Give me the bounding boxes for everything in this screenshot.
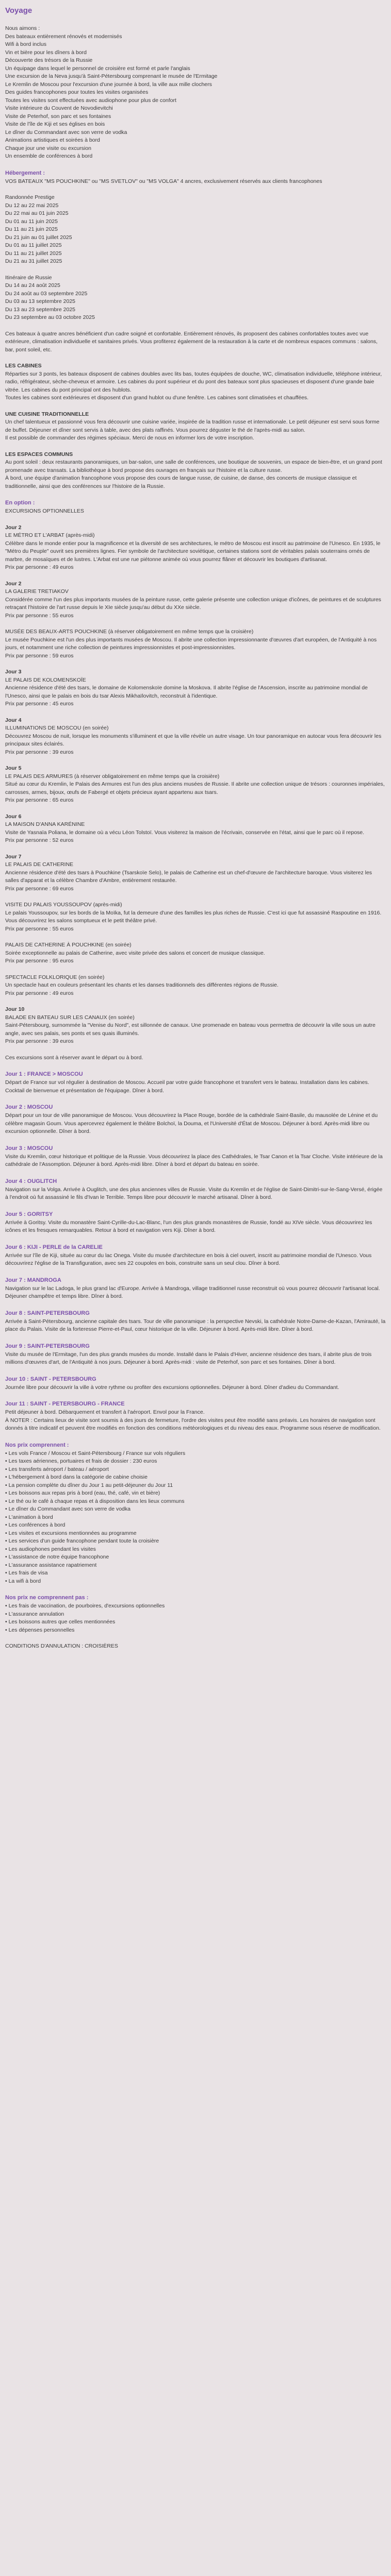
section-heading: Jour 4 : OUGLITCH: [5, 1178, 57, 1184]
paragraph: Situé au cœur du Kremlin, le Palais des Armures est l'un des plus anciens musées de Russie. Il abrite une collection unique de trésors : couronnes impériales, carrosses, armes, bijoux, œufs de Fabergé et objets précieux ayant appartenu aux tsars.: [5, 781, 385, 795]
subheading: UNE CUISINE TRADITIONNELLE: [5, 411, 89, 417]
paragraph: Journée libre pour découvrir la ville à votre rythme ou profiter des excursions optionnelles. Déjeuner à bord. Dîner d'adieu du Commandant.: [5, 1384, 339, 1391]
list-item: • L'assurance annulation: [5, 1611, 386, 1619]
paragraph: Ancienne résidence d'été des tsars, le domaine de Kolomenskoïe domine la Moskova. Il abrite l'église de l'Ascension, inscrite au patrimoine mondial de l'Unesco, ainsi que le palais en bois du tsar Alexis Mikhaïlovitch, reconstruit à l'identique.: [5, 685, 368, 699]
subheading: Jour 10: [5, 1006, 25, 1012]
spacer: [5, 893, 386, 901]
paragraph: Animations artistiques et soirées à bord: [5, 137, 100, 143]
list-item: • L'assurance assistance rapatriement: [5, 1562, 386, 1570]
list-item: • Les boissons aux repas pris à bord (eau, thé, café, vin et bière): [5, 1489, 386, 1498]
spacer: [5, 1169, 386, 1177]
spacer: [5, 1062, 386, 1070]
paragraph: Navigation sur le lac Ladoga, le plus grand lac d'Europe. Arrivée à Mandroga, village traditionnel russe reconstruit où vous pourrez découvrir l'artisanat local. Déjeuner champêtre et temps libre. Dîner à bord.: [5, 1285, 380, 1299]
spacer: [5, 1301, 386, 1309]
paragraph: Du 12 au 22 mai 2025: [5, 202, 59, 209]
paragraph: Du 24 août au 03 septembre 2025: [5, 290, 88, 297]
paragraph: Ces excursions sont à réserver avant le départ ou à bord.: [5, 1054, 143, 1061]
list-item: • L'animation à bord: [5, 1514, 386, 1522]
spacer: [5, 1634, 386, 1642]
paragraph: Visite du Kremlin, cœur historique et politique de la Russie. Vous découvrirez la place des Cathédrales, le Tsar Canon et la Tsar Cloche. Visite intérieure de la cathédrale de l'Assomption. Déjeuner à bord. Après-midi libre. Dîner à bord et départ du bateau en soirée.: [5, 1153, 383, 1167]
paragraph: LA MAISON D'ANNA KARÉNINE: [5, 821, 85, 827]
spacer: [5, 756, 386, 765]
list-item: • Les taxes aériennes, portuaires et frais de dossier : 230 euros: [5, 1458, 386, 1466]
section-heading: Jour 6 : KIJI - PERLE de la CARELIE: [5, 1244, 103, 1250]
subheading: LES CABINES: [5, 363, 42, 369]
section-heading: Jour 10 : SAINT - PETERSBOURG: [5, 1376, 96, 1382]
paragraph: BALADE EN BATEAU SUR LES CANAUX (en soirée): [5, 1014, 135, 1021]
paragraph: Visite de Peterhof, son parc et ses fontaines: [5, 113, 111, 120]
spacer: [5, 1334, 386, 1342]
section-heading: Jour 7 : MANDROGA: [5, 1277, 61, 1283]
paragraph: Prix par personne : 95 euros: [5, 958, 74, 964]
paragraph: Prix par personne : 49 euros: [5, 990, 74, 996]
spacer: [5, 845, 386, 853]
spacer: [5, 1095, 386, 1103]
paragraph: Navigation sur la Volga. Arrivée à Ouglitch, une des plus anciennes villes de Russie. Visite du Kremlin et de l'église de Saint-Dimitri-sur-le-Sang-Versé, érigée à l'endroit où fut assassiné le fils d'Ivan le Terrible. Temps libre pour découvrir le marché artisanal. Dîner à bord.: [5, 1186, 383, 1200]
spacer: [5, 572, 386, 580]
paragraph: Wifi à bord inclus: [5, 41, 46, 47]
spacer: [5, 1046, 386, 1054]
paragraph: Des bateaux entièrement rénovés et modernisés: [5, 33, 122, 40]
subheading: Jour 7: [5, 853, 22, 860]
paragraph: Chaque jour une visite ou excursion: [5, 145, 91, 151]
subheading: LES ESPACES COMMUNS: [5, 451, 73, 457]
paragraph: Départ de France sur vol régulier à destination de Moscou. Accueil par votre guide francophone et transfert vers le bateau. Installation dans les cabines. Cocktail de bienvenue et présentation de l'équipage. Dîner à bord.: [5, 1079, 369, 1094]
paragraph: Du 11 au 21 juin 2025: [5, 226, 58, 232]
paragraph: À bord, une équipe d'animation francophone vous propose des cours de langue russe, de cuisine, de danse, des concerts de musique classique et traditionnelle, ainsi que des conférences sur l'histoire de la Russie.: [5, 475, 357, 489]
paragraph: Découvrez Moscou de nuit, lorsque les monuments s'illuminent et que la ville révèle un autre visage. Un tour panoramique en autocar vous fera découvrir les principaux sites éclairés.: [5, 733, 382, 747]
paragraph: Soirée exceptionnelle au palais de Catherine, avec visite privée des salons et concert de musique classique.: [5, 950, 265, 956]
paragraph: Le palais Youssoupov, sur les bords de la Moïka, fut la demeure d'une des familles les plus riches de Russie. C'est ici que fut assassiné Raspoutine en 1916. Vous découvrirez les salons somptueux et le petit théâtre privé.: [5, 909, 382, 924]
paragraph: VISITE DU PALAIS YOUSSOUPOV (après-midi): [5, 902, 122, 908]
section-heading: Jour 11 : SAINT - PETERSBOURG - FRANCE: [5, 1401, 125, 1407]
paragraph: Prix par personne : 39 euros: [5, 749, 74, 755]
paragraph: Vin et bière pour les dîners à bord: [5, 49, 87, 56]
paragraph: Prix par personne : 65 euros: [5, 797, 74, 803]
list-item: • Les audiophones pendant les visites: [5, 1546, 386, 1554]
spacer: [5, 354, 386, 362]
paragraph: Prix par personne : 69 euros: [5, 885, 74, 892]
spacer: [5, 1136, 386, 1144]
spacer: [5, 1392, 386, 1400]
paragraph: Au pont soleil : deux restaurants panoramiques, un bar-salon, une salle de conférences, une boutique de souvenirs, un espace de bien-être, et un grand pont promenade avec transats. La bibliothèque à bord propose des ouvrages en français sur l'histoire et la culture russe.: [5, 459, 382, 473]
subheading: Jour 3: [5, 669, 22, 675]
paragraph: Ces bateaux à quatre ancres bénéficient d'un cadre soigné et confortable. Entièrement rénovés, ils proposent des cabines confortables toutes avec vue extérieure, climatisation individuelle et sanitaires privés. Vous profiterez également de la restauration à la carte et de nombreux espaces communs : salons, bar, pont soleil, etc.: [5, 330, 378, 353]
section-heading: Nos prix ne comprennent pas :: [5, 1595, 89, 1601]
section-heading: Hébergement :: [5, 170, 45, 176]
paragraph: Le musée Pouchkine est l'un des plus importants musées de Moscou. Il abrite une collection impressionnante d'œuvres d'art européen, de l'Antiquité à nos jours, et notamment une riche collection de peintures impressionnistes et post-impressionnistes.: [5, 636, 377, 651]
paragraph: LE PALAIS DE CATHERINE: [5, 861, 74, 868]
list-item: • Les vols France / Moscou et Saint-Pétersbourg / France sur vols réguliers: [5, 1450, 386, 1458]
list-item: • L'hébergement à bord dans la catégorie de cabine choisie: [5, 1473, 386, 1482]
spacer: [5, 660, 386, 668]
paragraph: Arrivée sur l'île de Kiji, située au cœur du lac Onega. Visite du musée d'architecture en bois à ciel ouvert, inscrit au patrimoine mondial de l'Unesco. Vous découvrirez l'église de la Transfiguration, avec ses 22 coupoles en bois, construite sans un seul clou. Dîner à bord.: [5, 1252, 372, 1266]
list-item: • Les frais de vaccination, de pourboires, d'excursions optionnelles: [5, 1602, 386, 1611]
paragraph: LE MÉTRO ET L'ARBAT (après-midi): [5, 532, 95, 538]
section-heading: En option :: [5, 500, 35, 506]
paragraph: Petit déjeuner à bord. Débarquement et transfert à l'aéroport. Envol pour la France.: [5, 1409, 205, 1415]
list-item: • Les boissons autres que celles mentionnées: [5, 1618, 386, 1626]
spacer: [5, 16, 386, 25]
subheading: Jour 5: [5, 765, 22, 771]
spacer: [5, 516, 386, 524]
list-item: • Le thé ou le café à chaque repas et à disposition dans les lieux communs: [5, 1498, 386, 1506]
paragraph: Du 22 mai au 01 juin 2025: [5, 210, 69, 216]
list-item: • Les services d'un guide francophone pendant toute la croisière: [5, 1537, 386, 1546]
section-heading: Jour 8 : SAINT-PETERSBOURG: [5, 1310, 90, 1316]
subheading: Jour 4: [5, 717, 22, 723]
paragraph: Nous aimons :: [5, 25, 40, 31]
paragraph: Prix par personne : 52 euros: [5, 837, 74, 843]
paragraph: Du 21 au 31 juillet 2025: [5, 258, 62, 264]
subheading: Jour 2: [5, 580, 22, 587]
paragraph: Du 11 au 21 juillet 2025: [5, 250, 62, 257]
paragraph: Prix par personne : 59 euros: [5, 652, 74, 659]
spacer: [5, 1268, 386, 1276]
list-item: • Les transferts aéroport / bateau / aéroport: [5, 1466, 386, 1474]
paragraph: Un équipage dans lequel le personnel de croisière est formé et parle l'anglais: [5, 65, 190, 72]
paragraph: Du 13 au 23 septembre 2025: [5, 306, 76, 313]
paragraph: Toutes les cabines sont extérieures et disposent d'un grand hublot ou d'une fenêtre. Les cabines sont climatisées et chauffées.: [5, 395, 309, 401]
spacer: [5, 1202, 386, 1210]
section-heading: Jour 9 : SAINT-PETERSBOURG: [5, 1343, 90, 1349]
paragraph: Découverte des trésors de la Russie: [5, 57, 93, 63]
spacer: [5, 490, 386, 499]
spacer: [5, 1585, 386, 1594]
paragraph: Réparties sur 3 ponts, les bateaux disposent de cabines doubles avec lits bas, toutes équipées de douche, WC, climatisation individuelle, téléphone intérieur, radio, réfrigérateur, sèche-cheveux et armoire. Les cabines du pont supérieur et du pont des bateaux sont plus spacieuses et disposent d'une grande baie vitrée. Les cabines du pont principal ont des hublots.: [5, 370, 382, 393]
section-heading: Jour 1 : FRANCE > MOSCOU: [5, 1071, 83, 1077]
paragraph: CONDITIONS D'ANNULATION : CROISIÈRES: [5, 1643, 118, 1649]
list-item: • L'assistance de notre équipe francophone: [5, 1553, 386, 1562]
paragraph: Des guides francophones pour toutes les visites organisées: [5, 89, 149, 95]
list-item: • Les conférences à bord: [5, 1521, 386, 1530]
spacer: [5, 708, 386, 717]
spacer: [5, 997, 386, 1006]
paragraph: Du 23 septembre au 03 octobre 2025: [5, 314, 95, 320]
spacer: [5, 185, 386, 194]
list-item: • Les visites et excursions mentionnées au programme: [5, 1530, 386, 1538]
list-item: • La pension complète du dîner du Jour 1 au petit-déjeuner du Jour 11: [5, 1482, 386, 1490]
paragraph: Un ensemble de conférences à bord: [5, 153, 93, 159]
section-heading-large: Voyage: [5, 6, 32, 15]
paragraph: Il est possible de commander des régimes spéciaux. Merci de nous en informer lors de votre inscription.: [5, 435, 254, 441]
paragraph: Célèbre dans le monde entier pour la magnificence et la diversité de ses architectures, le métro de Moscou est inscrit au patrimoine de l'Unesco. En 1935, le "Métro du Peuple" ouvrit ses premières lignes. Fier symbole de l'architecture soviétique, certaines stations sont de véritables palais souterrains ornés de marbre, de mosaïques et de lustres. L'Arbat est une rue piétonne animée où vous pourrez flâner et découvrir les boutiques d'artisanat.: [5, 540, 381, 563]
paragraph: LA GALERIE TRETIAKOV: [5, 588, 69, 595]
paragraph: Du 14 au 24 août 2025: [5, 282, 60, 289]
section-heading: Jour 2 : MOSCOU: [5, 1104, 53, 1110]
paragraph: Prix par personne : 55 euros: [5, 925, 74, 932]
paragraph: Arrivée à Goritsy. Visite du monastère Saint-Cyrille-du-Lac-Blanc, l'un des plus grands monastères de Russie, fondé au XIVe siècle. Vous découvrirez les icônes et les fresques remarquables. Retour à bord et navigation vers Kiji. Dîner à bord.: [5, 1219, 372, 1233]
paragraph: Du 01 au 11 juin 2025: [5, 218, 58, 225]
spacer: [5, 805, 386, 813]
paragraph: LE PALAIS DE KOLOMENSKOÏE: [5, 676, 86, 683]
paragraph: Une excursion de la Neva jusqu'à Saint-Pétersbourg comprenant le musée de l'Ermitage: [5, 73, 218, 79]
spacer: [5, 1367, 386, 1375]
spacer: [5, 620, 386, 628]
spacer: [5, 1235, 386, 1243]
paragraph: Toutes les visites sont effectuées avec audiophone pour plus de confort: [5, 97, 176, 104]
paragraph: Du 01 au 11 juillet 2025: [5, 242, 62, 248]
spacer: [5, 266, 386, 274]
subheading: Jour 2: [5, 524, 22, 531]
paragraph: Saint-Pétersbourg, surnommée la "Venise du Nord", est sillonnée de canaux. Une promenade en bateau vous permettra de découvrir la ville sous un autre angle, avec ses palais, ses ponts et ses quais illuminés.: [5, 1022, 376, 1037]
spacer: [5, 322, 386, 330]
paragraph: Visite du musée de l'Ermitage, l'un des plus grands musées du monde. Installé dans le Palais d'Hiver, ancienne résidence des tsars, il abrite plus de trois millions d'œuvres d'art, de l'Antiquité à nos jours. Déjeuner à bord. Après-midi : visite de Peterhof, son parc et ses fontaines. Dîner à bord.: [5, 1351, 372, 1365]
section-heading: Jour 3 : MOSCOU: [5, 1145, 53, 1151]
paragraph: MUSÉE DES BEAUX-ARTS POUCHKINE (à réserver obligatoirement en même temps que la croisière): [5, 629, 254, 635]
paragraph: Ancienne résidence d'été des tsars à Pouchkine (Tsarskoïe Selo), le palais de Catherine est un chef-d'œuvre de l'architecture baroque. Vous visiterez les salles d'apparat et la célèbre Chambre d'Ambre, entièrement restaurée.: [5, 869, 372, 884]
paragraph: Départ pour un tour de ville panoramique de Moscou. Vous découvrirez la Place Rouge, bordée de la cathédrale Saint-Basile, du mausolée de Lénine et du célèbre magasin Goum. Vous apercevrez également le théâtre Bolchoï, la Douma, et l'Université d'État de Moscou. Déjeuner à bord. Après-midi libre ou excursion optionnelle. Dîner à bord.: [5, 1112, 378, 1134]
paragraph: Arrivée à Saint-Pétersbourg, ancienne capitale des tsars. Tour de ville panoramique : la perspective Nevski, la cathédrale Notre-Dame-de-Kazan, l'Amirauté, la place du Palais. Visite de la forteresse Pierre-et-Paul, cœur historique de la ville. Déjeuner à bord. Après-midi libre. Dîner à bord.: [5, 1318, 386, 1332]
paragraph: Itinéraire de Russie: [5, 274, 52, 281]
paragraph: Prix par personne : 49 euros: [5, 564, 74, 570]
spacer: [5, 402, 386, 411]
paragraph: Visite intérieure du Couvent de Novodievitchi: [5, 105, 113, 111]
list-item: • Les frais de visa: [5, 1569, 386, 1578]
paragraph: Un chef talentueux et passionné vous fera découvrir une cuisine variée, inspirée de la tradition russe et internationale. Le petit déjeuner est servi sous forme de buffet. Déjeuner et dîner sont servis à table, avec des plats raffinés. Vous pourrez déguster le thé de l'après-midi au salon.: [5, 419, 380, 433]
paragraph: À NOTER : Certains lieux de visite sont soumis à des jours de fermeture, l'ordre des visites peut être modifié sans préavis. Les horaires de navigation sont donnés à titre indicatif et peuvent être modifiés en fonction des conditions météorologiques et du niveau des eaux. Programme sous réserve de modification.: [5, 1417, 381, 1431]
spacer: [5, 161, 386, 169]
section-heading: Nos prix comprennent :: [5, 1442, 69, 1448]
list-item: • Le dîner du Commandant avec son verre de vodka: [5, 1505, 386, 1514]
paragraph: LE PALAIS DES ARMURES (à réserver obligatoirement en même temps que la croisière): [5, 773, 220, 779]
paragraph: Un spectacle haut en couleurs présentant les chants et les danses traditionnels des différentes régions de Russie.: [5, 982, 279, 988]
spacer: [5, 1433, 386, 1441]
paragraph: Visite de Yasnaïa Poliana, le domaine où a vécu Léon Tolstoï. Vous visiterez la maison de l'écrivain, conservée en l'état, ainsi que le parc où il repose.: [5, 829, 365, 836]
paragraph: ILLUMINATIONS DE MOSCOU (en soirée): [5, 725, 109, 731]
subheading: Jour 6: [5, 813, 22, 820]
spacer: [5, 443, 386, 451]
section-heading: Jour 5 : GORITSY: [5, 1211, 53, 1217]
paragraph: Le dîner du Commandant avec son verre de vodka: [5, 129, 127, 135]
paragraph: VOS BATEAUX "MS POUCHKINE" ou "MS SVETLOV" ou "MS VOLGA" 4 ancres, exclusivement réservés aux clients francophones: [5, 178, 322, 184]
paragraph: Prix par personne : 55 euros: [5, 612, 74, 619]
paragraph: Prix par personne : 39 euros: [5, 1038, 74, 1044]
paragraph: Du 21 juin au 01 juillet 2025: [5, 234, 72, 241]
paragraph: Du 03 au 13 septembre 2025: [5, 298, 76, 304]
paragraph: Visite de l'île de Kiji et ses églises en bois: [5, 121, 105, 127]
spacer: [5, 933, 386, 941]
paragraph: PALAIS DE CATHERINE À POUCHKINE (en soirée): [5, 942, 132, 948]
list-item: • La wifi à bord: [5, 1578, 386, 1586]
paragraph: EXCURSIONS OPTIONNELLES: [5, 508, 84, 514]
paragraph: Randonnée Prestige: [5, 194, 55, 200]
spacer: [5, 965, 386, 974]
paragraph: Prix par personne : 45 euros: [5, 701, 74, 707]
paragraph: Le Kremlin de Moscou pour l'excursion d'une journée à bord, la ville aux mille clochers: [5, 81, 212, 88]
list-item: • Les dépenses personnelles: [5, 1626, 386, 1635]
paragraph: SPECTACLE FOLKLORIQUE (en soirée): [5, 974, 105, 980]
paragraph: Considérée comme l'un des plus importants musées de la peinture russe, cette galerie présente une collection unique d'icônes, de peintures et de sculptures retraçant l'histoire de l'art russe depuis le XIe siècle jusqu'au début du XXe siècle.: [5, 596, 381, 611]
